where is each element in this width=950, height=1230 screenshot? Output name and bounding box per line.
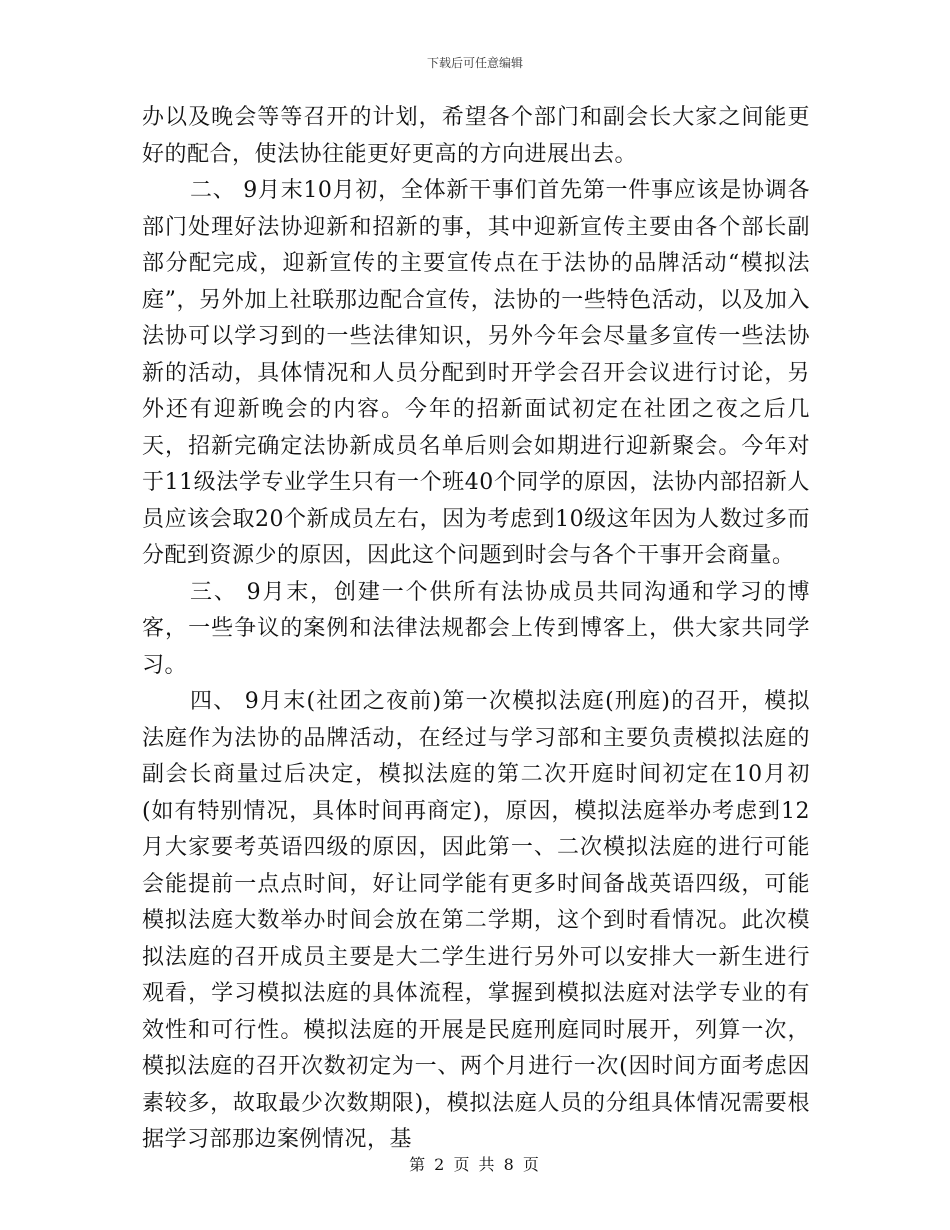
paragraph-4: 四、 9月末(社团之夜前)第一次模拟法庭(刑庭)的召开，模拟法庭作为法协的品牌活动，在经过与学习部和主要负责模拟法庭的副会长商量过后决定，模拟法庭的第二次开庭时间初定在10月初(如有特别情况，具体时间再商定)，原因，模拟法庭举办考虑到12月大家要考英语四级的原因，因此第一、二次模拟法庭的进行可能会能提前一点点时间，好让同学能有更多时间备战英语四级，可能模拟法庭大数举办时间会放在第二学期，这个到时看情况。此次模拟法庭的召开成员主要是大二学生进行另外可以安排大一新生进行观看，学习模拟法庭的具体流程，掌握到模拟法庭对法学专业的有效性和可行性。模拟法庭的开展是民庭刑庭同时展开，列算一次，模拟法庭的召开次数初定为一、两个月进行一次(因时间方面考虑因素较多，故取最少次数期限)，模拟法庭人员的分组具体情况需要根据学习部那边案例情况，基	[142, 689, 810, 1152]
paragraph-3: 三、 9月末，创建一个供所有法协成员共同沟通和学习的博客，一些争议的案例和法律法规都会上传到博客上，供大家共同学习。	[142, 579, 810, 678]
paragraph-1: 办以及晚会等等召开的计划，希望各个部门和副会长大家之间能更好的配合，使法协往能更好更高的方向进展出去。	[142, 105, 810, 167]
paragraph-2: 二、 9月末10月初，全体新干事们首先第一件事应该是协调各部门处理好法协迎新和招新的事，其中迎新宣传主要由各个部长副部分配完成，迎新宣传的主要宣传点在于法协的品牌活动“模拟法庭”，另外加上社联那边配合宣传，法协的一些特色活动，以及加入法协可以学习到的一些法律知识，另外今年会尽量多宣传一些法协新的活动，具体情况和人员分配到时开学会召开会议进行讨论，另外还有迎新晚会的内容。今年的招新面试初定在社团之夜之后几天，招新完确定法协新成员名单后则会如期进行迎新聚会。今年对于11级法学专业学生只有一个班40个同学的原因，法协内部招新人员应该会取20个新成员左右，因为考虑到10级这年因为人数过多而分配到资源少的原因，因此这个问题到时会与各个干事开会商量。	[142, 178, 810, 568]
document-body	[142, 100, 810, 1159]
page-number-footer: 第 2 页 共 8 页	[409, 1155, 541, 1174]
page-header: 下载后可任意编辑	[426, 56, 523, 70]
